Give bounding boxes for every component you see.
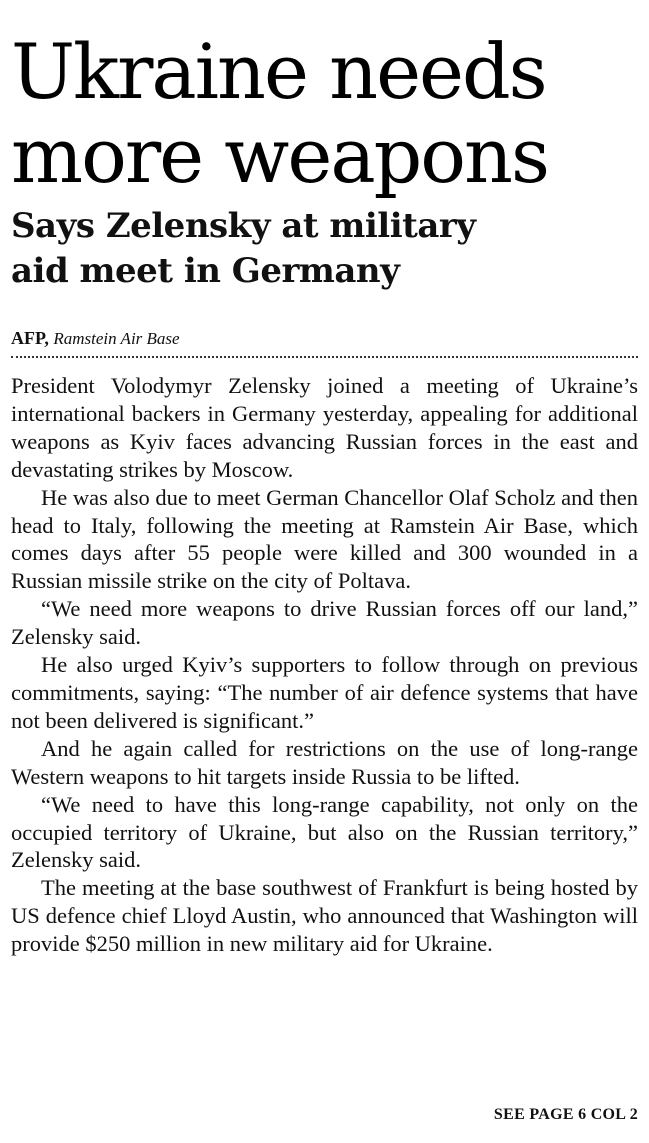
subheadline-line-2: aid meet in Germany [11,251,400,291]
news-article [11,0,638,958]
byline-agency: AFP, [11,328,49,348]
body-paragraph: The meeting at the base southwest of Frankfurt is being hosted by US defence chief Lloyd Austin, who announced that Washington will provide $250 million in new military aid for Ukraine. [11,875,638,957]
body-paragraph: President Volodymyr Zelensky joined a meeting of Ukraine’s international backers in Germany yesterday, appealing for additional weapons as Kyiv faces advancing Russian forces in the east and devastating strikes by Moscow. [11,373,638,482]
subheadline [11,204,638,294]
body-paragraph: He was also due to meet German Chancellor Olaf Scholz and then head to Italy, following the meeting at Ramstein Air Base, which comes days after 55 people were killed and 300 wounded in a Russian missile strike on the city of Poltava. [11,484,638,594]
body-paragraph: He also urged Kyiv’s supporters to follow through on previous commitments, saying: “The number of air defence systems that have not been delivered is significant.” [11,652,638,733]
article-body [11,372,638,958]
continuation-jump-line: SEE PAGE 6 COL 2 [493,1106,638,1123]
body-paragraph: “We need to have this long-range capability, not only on the occupied territory of Ukraine, but also on the Russian territory,” Zelensky said. [11,791,638,873]
body-paragraph: And he again called for restrictions on the use of long-range Western weapons to hit targets inside Russia to be lifted. [11,735,638,789]
body-paragraph: “We need more weapons to drive Russian forces off our land,” Zelensky said. [11,596,638,650]
byline-location: Ramstein Air Base [53,329,180,348]
dotted-divider [11,356,638,358]
byline [11,326,638,350]
headline-line-1: Ukraine needs [11,27,546,116]
subheadline-line-1: Says Zelensky at military [11,206,476,246]
headline [11,0,638,198]
headline-line-2: more weapons [11,111,548,200]
